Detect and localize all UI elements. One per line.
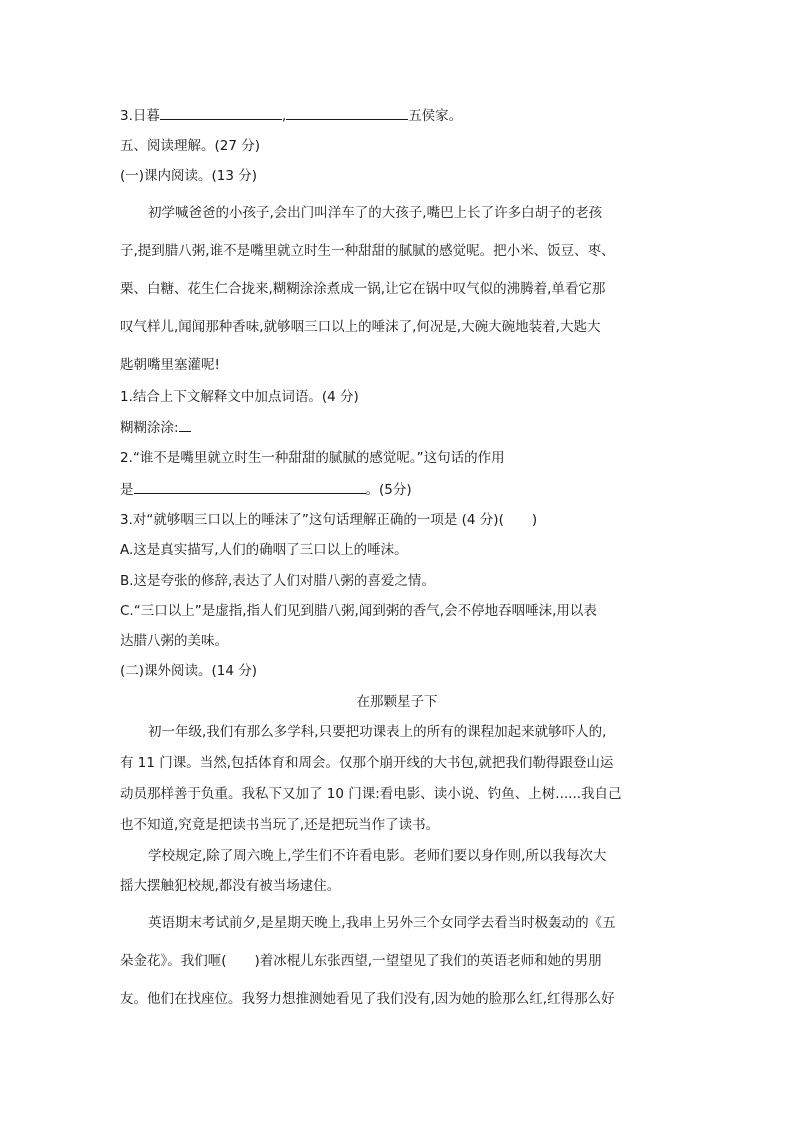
question-1: 1.结合上下文解释文中加点词语。(4 分)	[120, 389, 359, 405]
question-3-suffix: )	[531, 512, 538, 528]
poem-blank-1[interactable]	[160, 105, 282, 120]
passage2-p1-line-3: 动员那样善于负重。我私下又加了 10 门课:看电影、读小说、钓鱼、上树......我自己	[120, 786, 622, 802]
option-c-line-1: C.“三口以上”是虚指,指人们见到腊八粥,闻到粥的香气,会不停地吞咽唾沫,用以表	[120, 603, 597, 619]
passage2-p3-line-2-start: 朵金花》。我们咂(	[120, 953, 227, 969]
option-a: A.这是真实描写,人们的确咽了三口以上的唾沫。	[120, 542, 408, 558]
question-2-blank[interactable]	[134, 479, 366, 494]
part-1-heading: (一)课内阅读。(13 分)	[120, 168, 258, 184]
passage1-line-2: 子,提到腊八粥,谁不是嘴里就立时生一种甜甜的腻腻的感觉呢。把小米、饭豆、枣、	[120, 243, 615, 259]
question-3-prefix: 3.对“就够咽三口以上的唾沫了”这句话理解正确的一项是 (4 分)(	[120, 512, 504, 528]
question-1-blank[interactable]	[179, 417, 191, 432]
passage1-line-4: 叹气样儿,闻闻那种香味,就够咽三口以上的唾沫了,何况是,大碗大碗地装着,大匙大	[120, 319, 601, 335]
passage2-p1-line-1: 初一年级,我们有那么多学科,只要把功课表上的所有的课程加起来就够吓人的,	[148, 724, 607, 740]
passage2-p3-line-2	[120, 951, 602, 971]
passage2-p3-line-3: 友。他们在找座位。我努力想推测她看见了我们没有,因为她的脸那么红,红得那么好	[120, 991, 615, 1007]
question-2-line-2	[120, 479, 412, 500]
passage1-line-1: 初学喊爸爸的小孩子,会出门叫洋车了的大孩子,嘴巴上长了许多白胡子的老孩	[148, 205, 603, 221]
section-5-heading: 五、阅读理解。(27 分)	[120, 138, 261, 154]
question-2-line-1: 2.“谁不是嘴里就立时生一种甜甜的腻腻的感觉呢。”这句话的作用	[120, 450, 505, 466]
option-c-line-2: 达腊八粥的美味。	[120, 633, 228, 649]
passage2-p1-line-4: 也不知道,究竟是把读书当玩了,还是把玩当作了读书。	[120, 817, 440, 833]
passage2-p2-line-2: 摇大摆触犯校规,都没有被当场逮住。	[120, 878, 341, 894]
passage1-line-5: 匙朝嘴里塞灌呢!	[120, 357, 220, 373]
part-2-heading: (二)课外阅读。(14 分)	[120, 663, 258, 679]
poem-fill-comma: ,	[281, 108, 287, 124]
passage2-p1-line-2: 有 11 门课。当然,包括体育和周会。仅那个崩开线的大书包,就把我们勒得跟登山运	[120, 755, 614, 771]
question-2-suffix: 。(5分)	[365, 482, 412, 498]
passage2-p2-line-1: 学校规定,除了周六晚上,学生们不许看电影。老师们要以身作则,所以我每次大	[148, 848, 607, 864]
option-b: B.这是夸张的修辞,表达了人们对腊八粥的喜爱之情。	[120, 573, 435, 589]
question-3	[120, 510, 537, 530]
poem-fill-question	[120, 105, 462, 126]
poem-fill-suffix: 五侯家。	[408, 108, 463, 124]
article-title: 在那颗星子下	[356, 694, 438, 710]
passage1-line-3: 栗、白糖、花生仁合拢来,糊糊涂涂煮成一锅,让它在锅中叹气似的沸腾着,单看它那	[120, 281, 606, 297]
question-2-prefix: 是	[120, 482, 134, 498]
passage2-p3-line-2-end: )着冰棍儿东张西望,一望望见了我们的英语老师和她的男朋	[254, 953, 602, 969]
passage2-p3-line-1: 英语期末考试前夕,是星期天晚上,我串上另外三个女同学去看当时极轰动的《五	[148, 915, 616, 931]
poem-fill-prefix: 3.日暮	[120, 108, 160, 124]
poem-blank-2[interactable]	[286, 105, 408, 120]
question-1-word: 糊糊涂涂:	[120, 420, 179, 436]
question-1-answer	[120, 417, 191, 438]
